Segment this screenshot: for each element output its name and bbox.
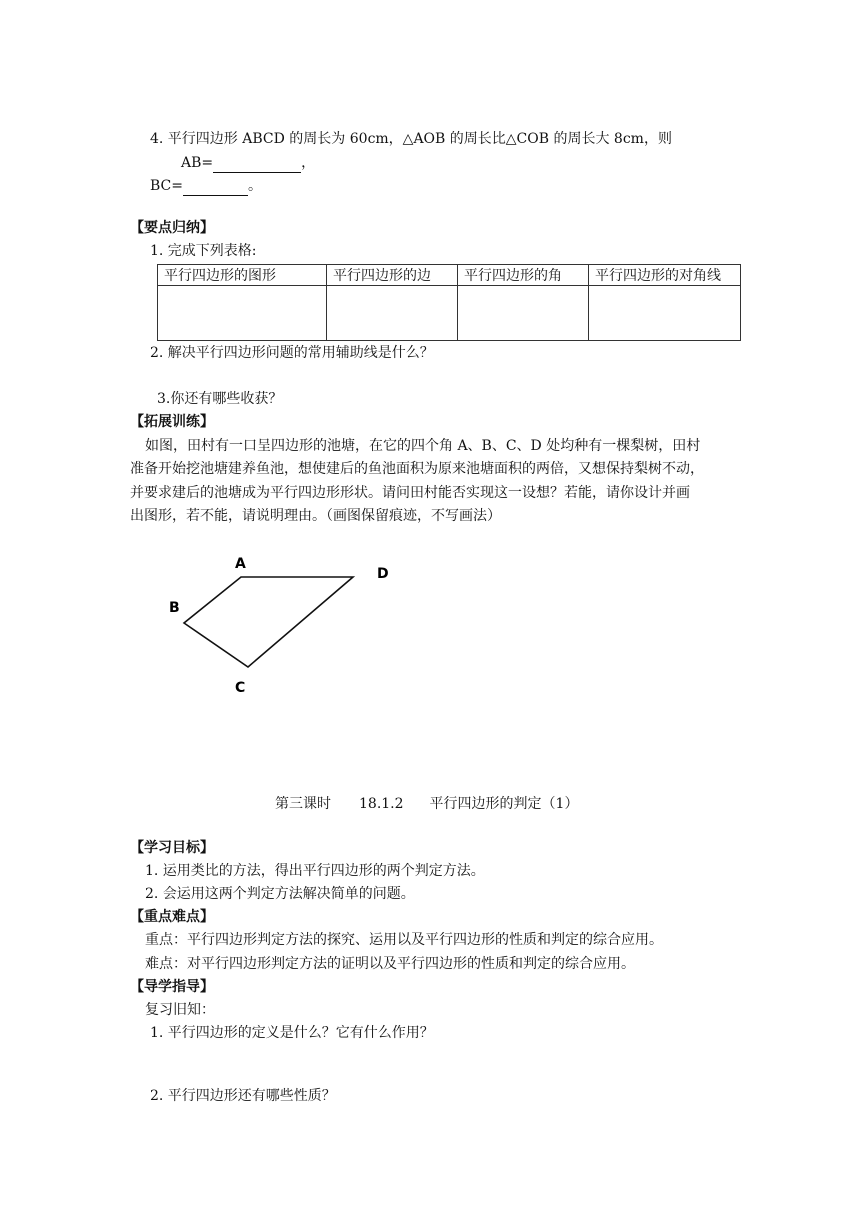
key-points-item-3: 3.你还有哪些收获？ <box>157 391 283 407</box>
extension-line-1: 如图，田村有一口呈四边形的池塘，在它的四个角 A、B、C、D 处均种有一棵梨树，田村 <box>145 438 701 454</box>
ab-suffix: ， <box>301 155 316 171</box>
ab-label: AB= <box>181 155 214 171</box>
lesson-title-part2: 18.1.2 <box>359 796 404 812</box>
lesson-title-part3: 平行四边形的判定（1） <box>429 796 579 812</box>
key-points-heading: 【要点归纳】 <box>130 220 214 236</box>
table-header-shape: 平行四边形的图形 <box>158 265 327 286</box>
objective-2: 2. 会运用这两个判定方法解决简单的问题。 <box>145 886 415 902</box>
guide-heading: 【导学指导】 <box>130 979 214 995</box>
key-points-item-1: 1. 完成下列表格: <box>150 243 257 259</box>
extension-line-3: 并要求建后的池塘成为平行四边形形状。请问田村能否实现这一设想？若能，请你设计并画 <box>130 485 690 501</box>
table-header-sides: 平行四边形的边 <box>327 265 458 286</box>
bc-label: BC= <box>150 178 183 194</box>
key-points-item-2: 2. 解决平行四边形问题的常用辅助线是什么？ <box>150 345 434 361</box>
bc-suffix: 。 <box>248 178 262 194</box>
extension-line-2: 准备开始挖池塘建养鱼池，想使建后的鱼池面积为原来池塘面积的两倍，又想保持梨树不动， <box>130 461 704 477</box>
vertex-d-label: D <box>377 566 389 582</box>
objectives-heading: 【学习目标】 <box>130 840 214 856</box>
extension-heading: 【拓展训练】 <box>130 414 214 430</box>
table-header-diagonals: 平行四边形的对角线 <box>589 265 741 286</box>
extension-line-4: 出图形，若不能，请说明理由。（画图保留痕迹，不写画法） <box>130 508 501 524</box>
review-label: 复习旧知： <box>145 1002 215 1018</box>
question-4-line1: 4. 平行四边形 ABCD 的周长为 60cm，△AOB 的周长比△COB 的周长大 8cm，则 <box>150 131 672 147</box>
table-header-angles: 平行四边形的角 <box>458 265 589 286</box>
vertex-b-label: B <box>169 600 180 616</box>
guide-item-2: 2. 平行四边形还有哪些性质？ <box>150 1088 336 1104</box>
difficult-point-text: 难点：对平行四边形判定方法的证明以及平行四边形的性质和判定的综合应用。 <box>145 956 635 972</box>
vertex-a-label: A <box>235 556 246 572</box>
vertex-c-label: C <box>235 680 246 696</box>
difficulties-heading: 【重点难点】 <box>130 909 214 925</box>
guide-item-1: 1. 平行四边形的定义是什么？它有什么作用？ <box>150 1025 434 1041</box>
pond-quadrilateral <box>184 577 353 667</box>
lesson-title <box>275 794 578 814</box>
lesson-title-part1: 第三课时 <box>275 796 331 812</box>
objective-1: 1. 运用类比的方法，得出平行四边形的两个判定方法。 <box>145 863 485 879</box>
key-point-text: 重点：平行四边形判定方法的探究、运用以及平行四边形的性质和判定的综合应用。 <box>145 932 663 948</box>
